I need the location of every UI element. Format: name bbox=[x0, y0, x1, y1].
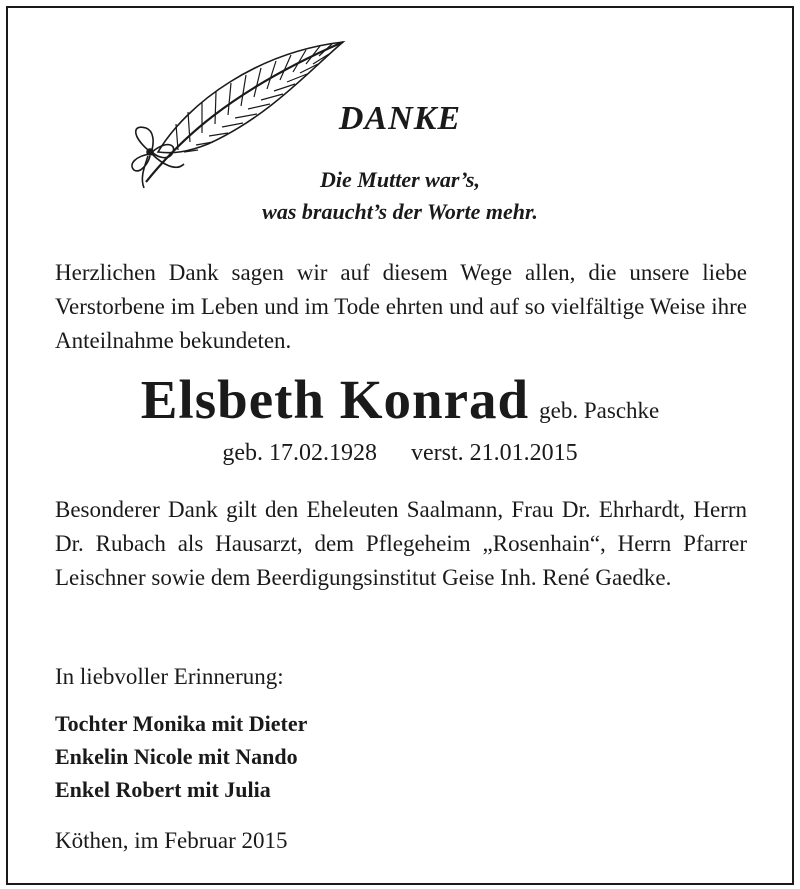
motto bbox=[130, 164, 670, 228]
family-member: Tochter Monika mit Dieter bbox=[55, 711, 308, 736]
family-member: Enkel Robert mit Julia bbox=[55, 777, 271, 802]
thanks-paragraph: Besonderer Dank gilt den Eheleuten Saalmann, Frau Dr. Ehrhardt, Herrn Dr. Rubach als Hausarzt, dem Pflegeheim „Rosenhain“, Herrn Pfarrer Leischner sowie dem Beerdigungsinstitut Geise Inh. René Gaedke. bbox=[55, 497, 747, 590]
place-date: Köthen, im Februar 2015 bbox=[55, 828, 288, 853]
deceased-name-line bbox=[0, 368, 800, 431]
deceased-name: Elsbeth Konrad bbox=[140, 369, 530, 430]
motto-line: Die Mutter war’s, bbox=[320, 167, 480, 192]
intro-paragraph: Herzlichen Dank sagen wir auf diesem Wege allen, die unsere liebe Verstorbene im Leben und im Tode ehrten und auf so vielfältige Weise ihre Anteilnahme bekundeten. bbox=[55, 260, 747, 353]
maiden-name: geb. Paschke bbox=[539, 398, 660, 423]
memory-label: In liebvoller Erinnerung: bbox=[55, 664, 284, 689]
motto-line: was braucht’s der Worte mehr. bbox=[262, 199, 538, 224]
family-list bbox=[55, 707, 307, 806]
death-date: verst. 21.01.2015 bbox=[411, 440, 578, 466]
life-dates bbox=[0, 440, 800, 467]
notice-heading: DANKE bbox=[338, 100, 462, 137]
family-member: Enkelin Nicole mit Nando bbox=[55, 744, 298, 769]
birth-date: geb. 17.02.1928 bbox=[222, 440, 377, 466]
